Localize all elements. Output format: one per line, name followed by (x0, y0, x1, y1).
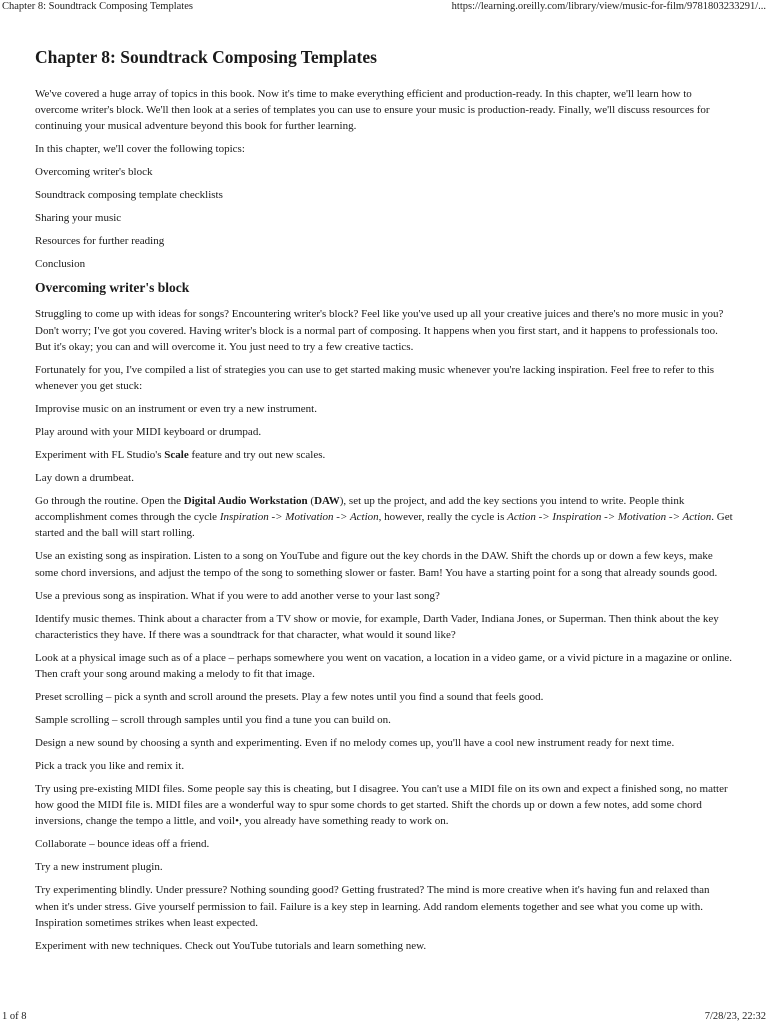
strategy-text: ( (307, 495, 315, 508)
strategy-item: Preset scrolling – pick a synth and scroll around the presets. Play a few notes until you find a sound that feels good. (35, 691, 544, 704)
chapter-title: Chapter 8: Soundtrack Composing Templates (35, 47, 377, 67)
strategy-item (35, 493, 733, 542)
strategy-item: Collaborate – bounce ideas off a friend. (35, 838, 210, 851)
strategy-item: Look at a physical image such as of a place – perhaps somewhere you went on vacation, a location in a video game, or a vivid picture in a magazine or online. Then craft your song around making a melody to fit that image. (35, 651, 733, 681)
topic-item: Conclusion (35, 258, 86, 271)
print-datetime: 7/28/23, 22:32 (704, 1011, 766, 1022)
strategy-text: . Get started and the ball will start rolling. (35, 511, 733, 540)
strategy-item: Experiment with new techniques. Check out YouTube tutorials and learn something new. (35, 939, 427, 952)
strategy-item: Use a previous song as inspiration. What if you were to add another verse to your last song? (35, 589, 440, 602)
intro-paragraph: We've covered a huge array of topics in this book. Now it's time to make everything efficient and production-ready. In this chapter, we'll learn how to overcome writer's block. We'll then look at a series of templates you can use to ensure your music is production-ready. Finally, we'll discuss resources for continuing your musical adventure beyond this book for further learning. (35, 88, 710, 133)
section-paragraph: Struggling to come up with ideas for songs? Encountering writer's block? Feel like you've used up all your creative juices and there's no more music in you? Don't worry; I've got you covered. Having writer's block is a normal part of composing. It happens when you first start, and it happens to professionals too. But it's okay; you can and will overcome it. You just need to try a few creative tactics. (35, 308, 724, 353)
topic-item: Resources for further reading (35, 235, 165, 248)
topic-item: Sharing your music (35, 212, 122, 225)
topic-item: Soundtrack composing template checklists (35, 189, 223, 202)
strategy-term: Digital Audio Workstation (183, 495, 308, 508)
strategy-term: Scale (164, 449, 189, 462)
strategy-item: Play around with your MIDI keyboard or drumpad. (35, 426, 262, 439)
strategy-item: Improvise music on an instrument or even try a new instrument. (35, 403, 317, 416)
strategy-text: Go through the routine. Open the (35, 495, 184, 508)
strategy-text: Experiment with FL Studio's (35, 449, 165, 462)
strategy-emphasis: Inspiration -> Motivation -> Action (219, 511, 379, 524)
page-counter: 1 of 8 (2, 1011, 27, 1022)
strategy-item: Try a new instrument plugin. (35, 861, 163, 874)
strategy-item: Design a new sound by choosing a synth and experimenting. Even if no melody comes up, you'll have a cool new instrument ready for next time. (35, 737, 675, 750)
document-body (35, 45, 733, 961)
print-header (0, 0, 768, 14)
strategy-item: Identify music themes. Think about a character from a TV show or movie, for example, Darth Vader, Indiana Jones, or Superman. Then think about the key characteristics they have. If there was a soundtrack for that character, what would it sound like? (35, 612, 719, 641)
print-footer (0, 1010, 768, 1024)
strategy-item: Use an existing song as inspiration. Listen to a song on YouTube and figure out the key chords in the DAW. Shift the chords up or down a few keys, make some chord inversions, and adjust the tempo of the song to something slower or faster. Bam! You have a starting point for a song that already sounds good. (35, 550, 718, 579)
strategy-item: Try using pre-existing MIDI files. Some people say this is cheating, but I disagree. You can't use a MIDI file on its own and expect a finished song, no matter how good the MIDI file is. MIDI files are a wonderful way to spur some chords to get started. Shift the chords up or down a few notes, add some chord inversions, change the tempo a little, and voil•, you already have something ready to work on. (35, 783, 728, 828)
strategy-text: ), set up the project, and add the key sections you intend to write. People think accomplishment comes through the cycle (35, 495, 685, 524)
section-paragraph: Fortunately for you, I've compiled a list of strategies you can use to get started making music whenever you're lacking inspiration. Feel free to refer to this whenever you get stuck: (35, 363, 715, 393)
print-header-title: Chapter 8: Soundtrack Composing Templates (2, 1, 193, 12)
strategy-text: feature and try out new scales. (188, 449, 326, 462)
strategy-item: Pick a track you like and remix it. (35, 760, 185, 773)
strategy-term: DAW (314, 495, 340, 508)
strategy-emphasis: Action -> Inspiration -> Motivation -> Action (507, 511, 712, 524)
strategy-item (35, 447, 733, 463)
strategy-item: Lay down a drumbeat. (35, 472, 134, 485)
print-header-url: https://learning.oreilly.com/library/view/music-for-film/9781803233291/... (451, 1, 766, 12)
strategy-text: , however, really the cycle is (378, 511, 508, 524)
section-heading: Overcoming writer's block (35, 280, 190, 296)
topics-lead: In this chapter, we'll cover the following topics: (35, 143, 245, 156)
topic-item: Overcoming writer's block (35, 166, 153, 179)
strategy-item: Sample scrolling – scroll through samples until you find a tune you can build on. (35, 714, 391, 727)
strategy-item: Try experimenting blindly. Under pressure? Nothing sounding good? Getting frustrated? The mind is more creative when it's having fun and relaxed than when it's under stress. Give yourself permission to fail. Failure is a key step in learning. Add random elements together and see what you come up with. Inspiration sometimes strikes when least expected. (35, 884, 710, 929)
